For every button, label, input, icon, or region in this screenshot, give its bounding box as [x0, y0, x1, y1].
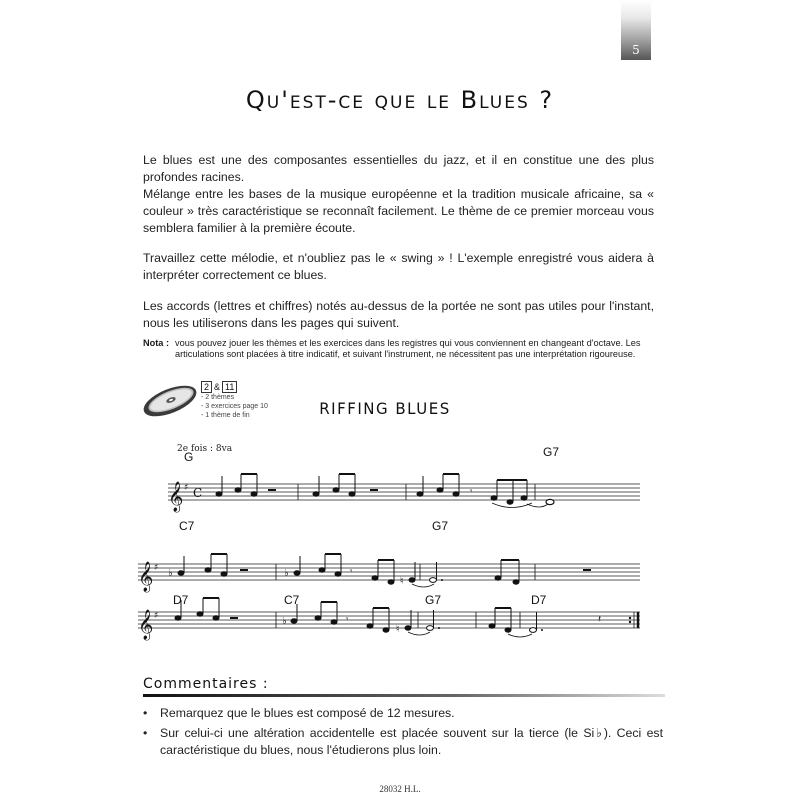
bullet-icon: • [143, 726, 148, 740]
svg-text:♮: ♮ [400, 576, 404, 587]
sheet-music-score [0, 430, 800, 660]
comments-list [143, 705, 663, 762]
bullet-icon: • [143, 706, 148, 720]
page-title: Qu'est-ce que le Blues ? [245, 86, 555, 114]
comment-text: Remarquez que le blues est composé de 12 mesures. [160, 706, 455, 720]
chord-symbol-d7-2: D7 [531, 593, 547, 607]
intro-paragraph-4: Les accords (lettres et chiffres) notés au-dessus de la portée ne sont pas utiles pour l'instant, nous les utiliserons dans les pages qui suivent. [143, 299, 654, 330]
comment-item [143, 725, 663, 759]
svg-text:♭: ♭ [282, 616, 287, 627]
octave-marking: 2e fois : 8va [177, 444, 233, 454]
track-ampersand: & [214, 382, 221, 392]
comments-header: Commentaires : [143, 676, 269, 692]
key-signature-sharp: ♯ [184, 483, 189, 493]
comment-item [143, 705, 663, 722]
chord-symbol-c7: C7 [179, 519, 195, 533]
page-number-tab [621, 0, 651, 60]
track-line-exercises: - 3 exercices page 10 [201, 403, 268, 410]
chord-symbol-g7: G7 [543, 445, 560, 459]
svg-text:𝄽: 𝄽 [598, 614, 602, 625]
nota-label: Nota : [143, 338, 170, 348]
svg-text:𝄾: 𝄾 [350, 566, 353, 576]
notes-system-3 [175, 598, 638, 637]
track-line-end-theme: - 1 thème de fin [201, 412, 250, 419]
track-line-themes: - 2 thèmes [201, 394, 235, 401]
svg-text:♮: ♮ [396, 624, 400, 635]
page-number: 5 [632, 43, 640, 57]
chord-symbol-g7-2: G7 [432, 519, 449, 533]
page-footer: 28032 H.L. [379, 784, 421, 794]
comment-text: Sur celui-ci une altération accidentelle est placée souvent sur la tierce (le Si♭). Ceci est caractéristique du blues, nous l'étudierons plus loin. [160, 726, 663, 757]
chord-symbol-d7: D7 [173, 593, 189, 607]
track-number-second: 11 [222, 381, 237, 393]
svg-text:♭: ♭ [284, 568, 289, 579]
chord-symbol-g: G [184, 450, 194, 464]
chord-symbol-g7-3: G7 [425, 593, 442, 607]
staff-system-1 [168, 444, 640, 513]
svg-text:𝄾: 𝄾 [346, 614, 349, 624]
treble-clef-icon: 𝄞 [168, 482, 184, 512]
staff-lines [138, 564, 640, 580]
chord-symbol-c7-2: C7 [284, 593, 300, 607]
notes-system-2 [168, 554, 591, 587]
intro-paragraph-1: Le blues est une des composantes essentielles du jazz, et il en constitue une des plus profondes racines. [143, 153, 654, 184]
nota-text: vous pouvez jouer les thèmes et les exercices dans les registres qui vous conviennent en changeant d'octave. Les articulations sont placées à titre indicatif, et suivant l'instrument, ne nécessitent pas une interprétation rigoureuse. [175, 338, 641, 359]
svg-text:♭: ♭ [168, 568, 173, 579]
intro-paragraph-2: Mélange entre les bases de la musique européenne et la tradition musicale africaine, sa « couleur » très caractéristique se reconnaît facilement. Le thème de ce premier morceau vous semblera familier à la première écoute. [143, 187, 654, 235]
staff-system-3 [138, 593, 640, 641]
key-signature-sharp-2: ♯ [154, 563, 159, 573]
staff-system-2 [138, 519, 640, 593]
track-number-first: 2 [201, 381, 212, 393]
time-signature: C [193, 486, 203, 500]
comments-rule [143, 694, 665, 697]
intro-paragraph-3: Travaillez cette mélodie, et n'oubliez pas le « swing » ! L'exemple enregistré vous aidera à interpréter correctement ce blues. [143, 251, 654, 282]
key-signature-sharp-3: ♯ [154, 611, 159, 621]
treble-clef-icon-3: 𝄞 [138, 610, 154, 640]
notes-system-1 [216, 474, 554, 508]
piece-title: RIFFING BLUES [319, 399, 451, 419]
svg-text:𝄾: 𝄾 [470, 486, 473, 496]
treble-clef-icon-2: 𝄞 [138, 562, 154, 592]
